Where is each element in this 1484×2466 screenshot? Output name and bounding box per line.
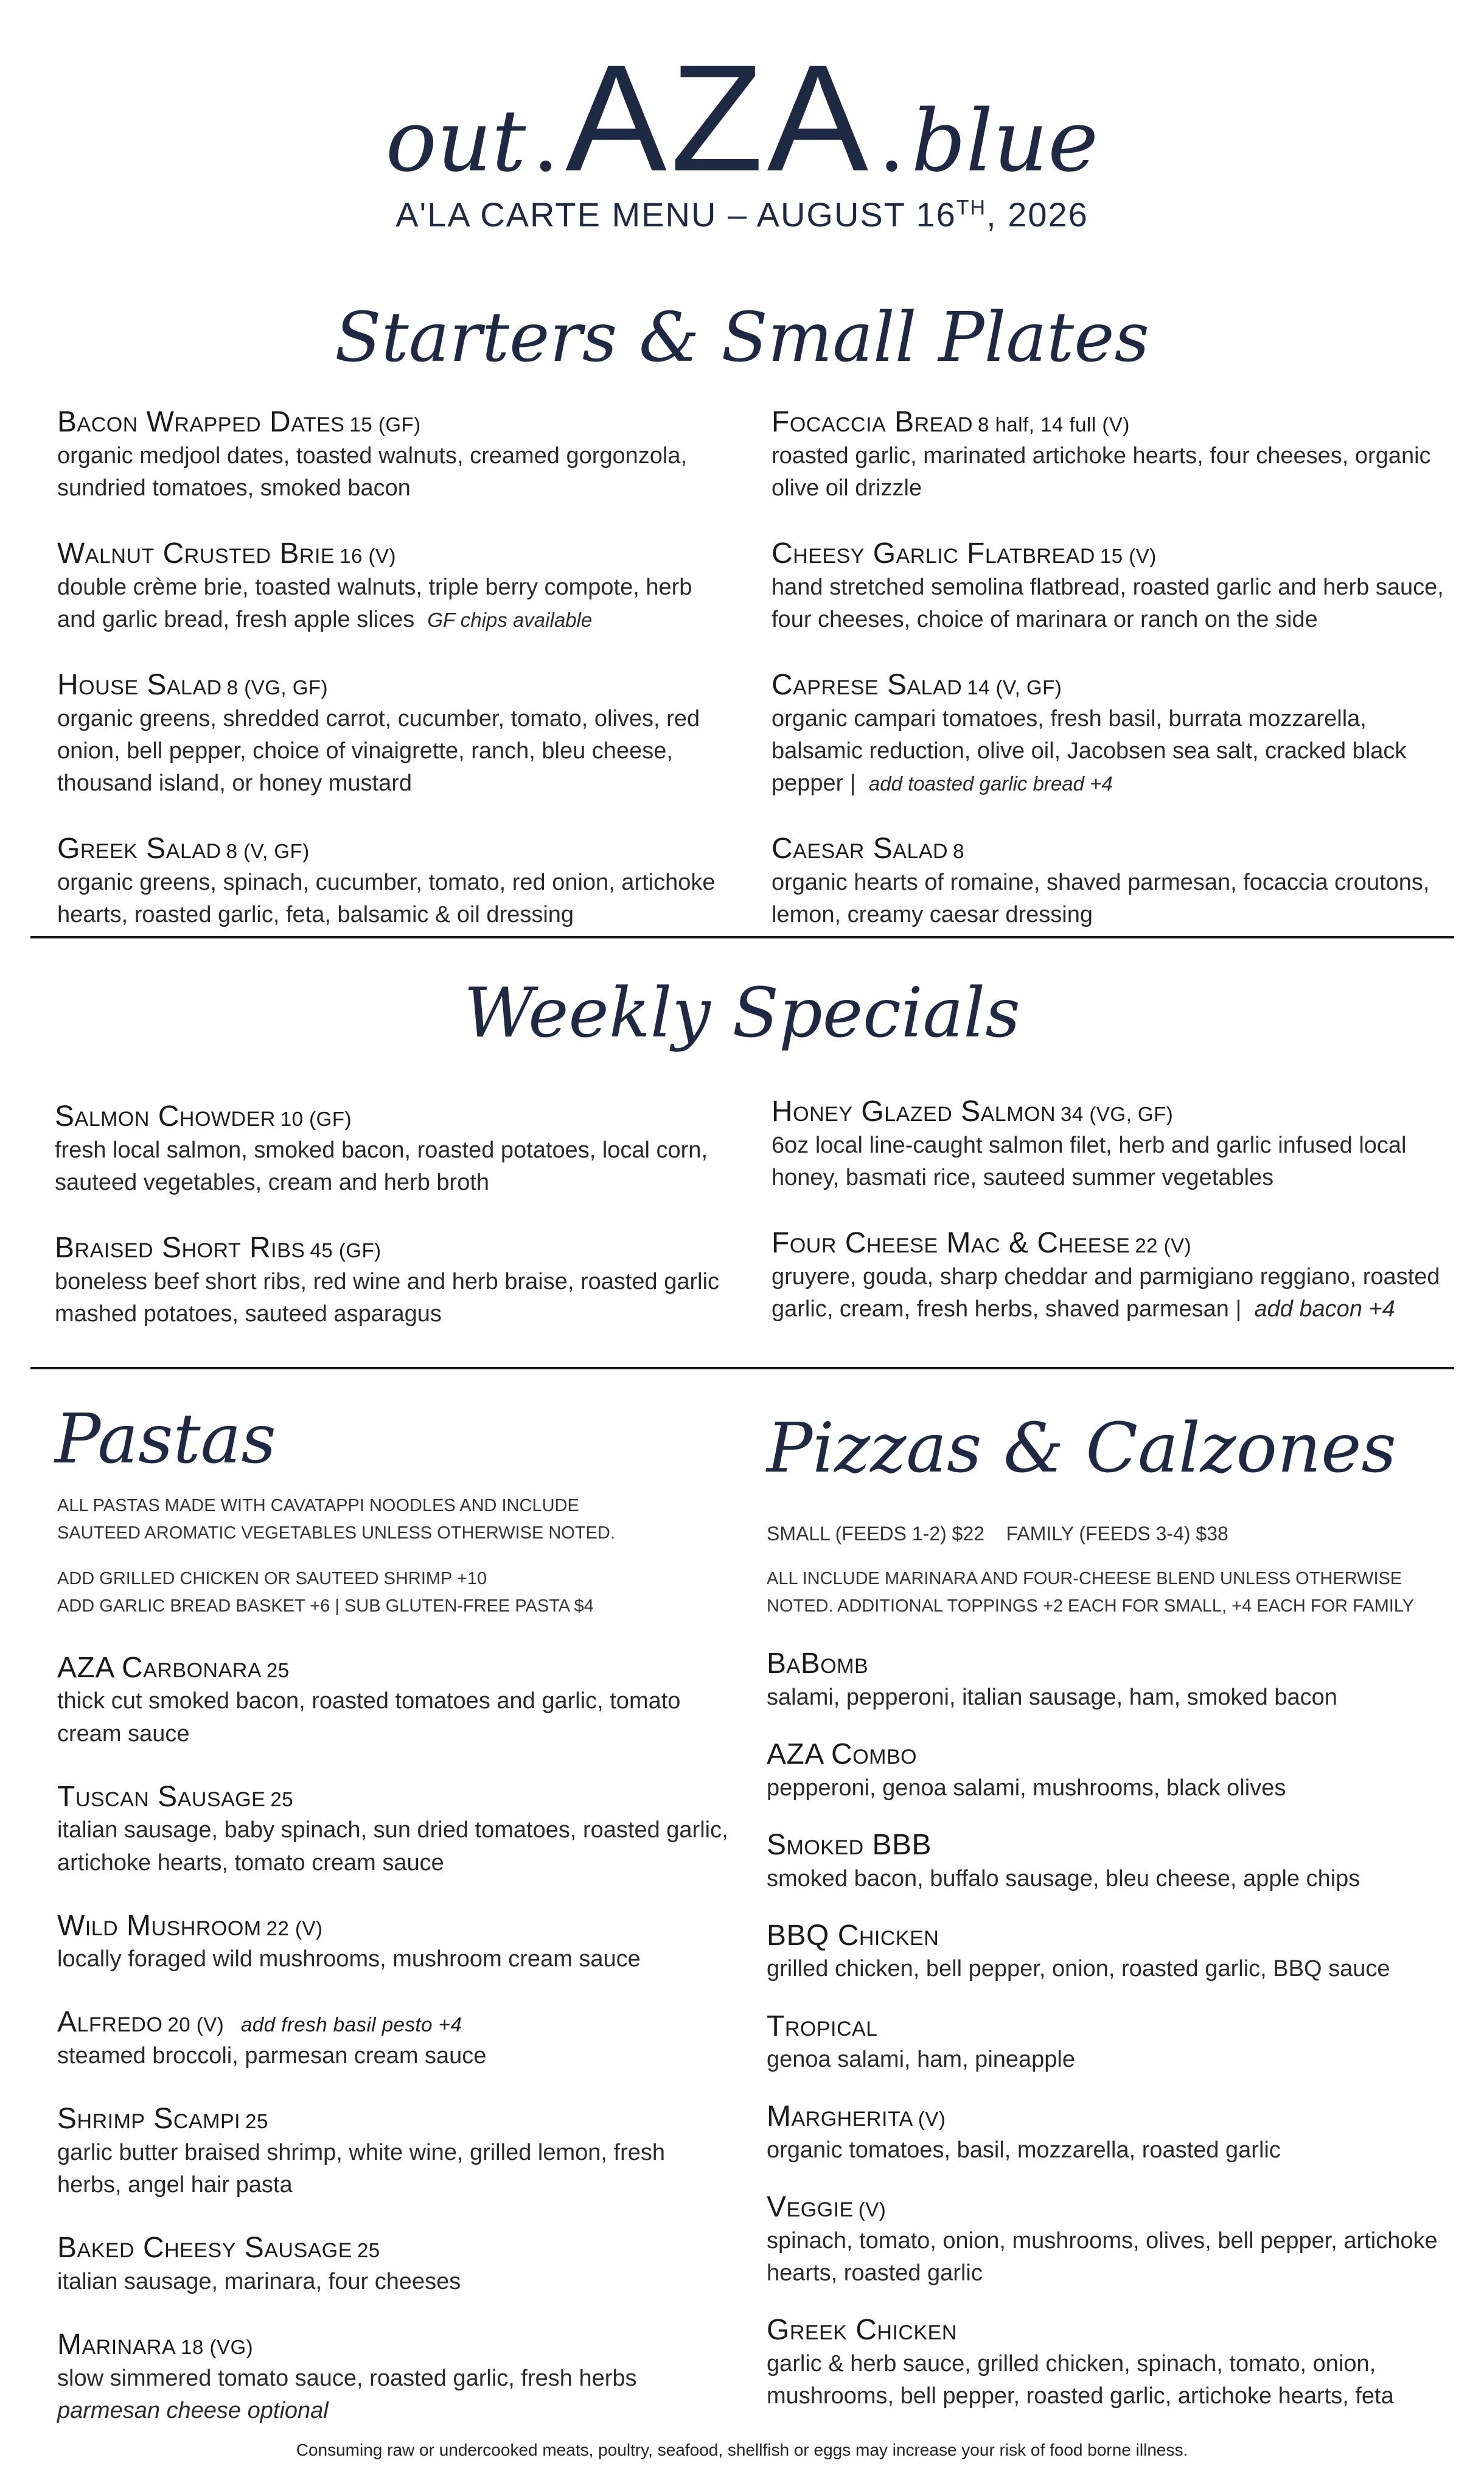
subtitle-main: A'LA CARTE MENU – AUGUST 16: [395, 195, 956, 234]
menu-subtitle: [0, 195, 1484, 234]
menu-item: [57, 405, 733, 505]
item-name: Tropical: [767, 2010, 878, 2042]
starters-title: Starters & Small Plates: [335, 298, 1149, 377]
item-inline-note: add fresh basil pesto +4: [240, 2013, 462, 2036]
item-name: Greek Chicken: [767, 2314, 957, 2347]
item-name: Honey Glazed Salmon: [772, 1095, 1056, 1128]
item-name: Caesar Salad: [772, 833, 949, 865]
item-description: slow simmered tomato sauce, roasted garlic, fresh herbs: [57, 2365, 637, 2391]
menu-item: [772, 668, 1447, 800]
item-name: Braised Short Ribs: [55, 1231, 305, 1264]
item-description: organic tomatoes, basil, mozzarella, roasted garlic: [767, 2137, 1281, 2163]
pasta-addon-line: ADD GRILLED CHICKEN OR SAUTEED SHRIMP +10: [57, 1568, 487, 1588]
item-description: genoa salami, ham, pineapple: [767, 2047, 1076, 2073]
pizza-note-line: NOTED. ADDITIONAL TOPPINGS +2 EACH FOR SMALL, +4 EACH FOR FAMILY: [767, 1596, 1415, 1616]
menu-item: [57, 1650, 733, 1750]
item-name: AZA Combo: [767, 1738, 918, 1771]
item-price: 15 (GF): [349, 413, 421, 436]
item-price: 22 (V): [1135, 1234, 1192, 1257]
menu-item: [767, 2009, 1460, 2077]
item-price: 25: [270, 1787, 294, 1811]
item-description: thick cut smoked bacon, roasted tomatoes and garlic, tomato cream sauce: [57, 1688, 681, 1747]
menu-item: [57, 2101, 733, 2201]
item-price: 22 (V): [266, 1916, 323, 1940]
menu-item: [772, 1226, 1459, 1326]
item-price: 45 (GF): [310, 1238, 381, 1262]
starters-left-column: [57, 405, 733, 963]
subtitle-year: , 2026: [986, 195, 1089, 234]
menu-item: [767, 2099, 1460, 2167]
item-price: 25: [266, 1658, 290, 1682]
item-name: Four Cheese Mac & Cheese: [772, 1226, 1130, 1259]
specials-title: Weekly Specials: [464, 974, 1020, 1053]
pizzas-column: [767, 1519, 1460, 2412]
menu-item: [57, 536, 733, 636]
pasta-note-line: ALL PASTAS MADE WITH CAVATAPPI NOODLES AND INCLUDE: [57, 1496, 579, 1515]
item-price: 10 (GF): [280, 1108, 352, 1130]
item-name: House Salad: [57, 668, 222, 701]
subtitle-ordinal: TH: [956, 196, 987, 220]
item-name: Alfredo: [57, 2006, 163, 2039]
section-divider: [30, 1367, 1454, 1369]
logo-center-word: AZA: [565, 33, 873, 203]
starters-right-column: [772, 405, 1447, 963]
food-safety-disclaimer: Consuming raw or undercooked meats, poultry, seafood, shellfish or eggs may increase your risk of food borne illness.: [296, 2440, 1188, 2459]
menu-item: [772, 405, 1447, 505]
menu-item: [767, 1646, 1460, 1714]
menu-item: [767, 2313, 1460, 2412]
item-name: Focaccia Bread: [772, 406, 974, 438]
pasta-addon-line: ADD GARLIC BREAD BASKET +6 | SUB GLUTEN-FREE PASTA $4: [57, 1596, 594, 1616]
item-name: Cheesy Garlic Flatbread: [772, 537, 1095, 570]
item-description: organic campari tomatoes, fresh basil, burrata mozzarella, balsamic reduction, olive oil, Jacobsen sea salt, cracked black pepper |: [772, 705, 1407, 796]
item-name: BBQ Chicken: [767, 1919, 939, 1952]
menu-item: [772, 831, 1447, 931]
item-name: Marinara: [57, 2328, 176, 2361]
menu-item: [772, 536, 1447, 636]
logo-dot-left: .: [532, 92, 560, 191]
item-description: steamed broccoli, parmesan cream sauce: [57, 2043, 487, 2069]
item-name: Walnut Crusted Brie: [57, 537, 335, 570]
item-name: BaBomb: [767, 1647, 869, 1680]
item-price: (V): [918, 2108, 946, 2131]
item-name: Shrimp Scampi: [57, 2103, 241, 2136]
item-note: parmesan cheese optional: [57, 2397, 329, 2423]
item-description: garlic butter braised shrimp, white wine, grilled lemon, fresh herbs, angel hair pasta: [57, 2139, 665, 2198]
item-description: fresh local salmon, smoked bacon, roasted potatoes, local corn, sauteed vegetables, cream and herb broth: [55, 1137, 708, 1195]
item-description: italian sausage, baby spinach, sun dried tomatoes, roasted garlic, artichoke hearts, tomato cream sauce: [57, 1817, 728, 1876]
menu-item: [57, 1909, 733, 1976]
item-price: 14 (V, GF): [967, 676, 1062, 699]
section-divider: [30, 936, 1454, 938]
item-price: 25: [357, 2239, 380, 2262]
pasta-note-line: SAUTEED AROMATIC VEGETABLES UNLESS OTHERWISE NOTED.: [57, 1523, 615, 1543]
item-description: double crème brie, toasted walnuts, triple berry compote, herb and garlic bread, fresh apple slices: [57, 574, 692, 632]
item-description: organic greens, spinach, cucumber, tomato, red onion, artichoke hearts, roasted garlic, feta, balsamic & oil dressing: [57, 869, 716, 927]
item-description: locally foraged wild mushrooms, mushroom cream sauce: [57, 1946, 641, 1972]
pastas-column: [57, 1492, 733, 2427]
item-description: roasted garlic, marinated artichoke hearts, four cheeses, organic olive oil drizzle: [772, 442, 1431, 501]
menu-item: [57, 2005, 733, 2072]
item-description: gruyere, gouda, sharp cheddar and parmigiano reggiano, roasted garlic, cream, fresh herbs, shaved parmesan |: [772, 1263, 1440, 1322]
item-price: 15 (V): [1099, 544, 1157, 567]
item-description: organic greens, shredded carrot, cucumber, tomato, olives, red onion, bell pepper, choice of vinaigrette, ranch, bleu cheese, thousand island, or honey mustard: [57, 705, 700, 796]
item-name: Salmon Chowder: [55, 1100, 276, 1133]
menu-item: [57, 2327, 733, 2427]
pizza-sizes: SMALL (FEEDS 1-2) $22 FAMILY (FEEDS 3-4) $38: [767, 1523, 1228, 1545]
item-description: salami, pepperoni, italian sausage, ham, smoked bacon: [767, 1685, 1337, 1711]
item-name: Wild Mushroom: [57, 1909, 262, 1942]
menu-item: [57, 668, 733, 800]
menu-item: [767, 1918, 1460, 1986]
item-name: Veggie: [767, 2191, 854, 2224]
specials-left-column: [55, 1099, 730, 1362]
item-description: italian sausage, marinara, four cheeses: [57, 2268, 461, 2294]
item-name: Tuscan Sausage: [57, 1780, 266, 1813]
item-price: 16 (V): [340, 544, 396, 567]
pizzas-title: Pizzas & Calzones: [767, 1409, 1396, 1488]
item-name: AZA Carbonara: [57, 1651, 262, 1684]
item-name: Smoked BBB: [767, 1829, 932, 1862]
item-note: GF chips available: [427, 608, 593, 631]
item-price: 18 (VG): [181, 2336, 254, 2358]
logo-right-word: blue: [911, 92, 1099, 191]
item-name: Bacon Wrapped Dates: [57, 406, 345, 438]
item-price: 20 (V): [167, 2013, 225, 2036]
menu-item: [57, 1780, 733, 1879]
item-description: organic medjool dates, toasted walnuts, creamed gorgonzola, sundried tomatoes, smoked bacon: [57, 442, 688, 501]
menu-item: [767, 1828, 1460, 1895]
logo-left-word: out: [385, 92, 526, 191]
item-description: garlic & herb sauce, grilled chicken, spinach, tomato, onion, mushrooms, bell pepper, roasted garlic, artichoke hearts, feta: [767, 2350, 1394, 2409]
menu-item: [57, 2230, 733, 2298]
item-description: pepperoni, genoa salami, mushrooms, black olives: [767, 1775, 1286, 1801]
item-note: add bacon +4: [1254, 1296, 1395, 1322]
item-price: 25: [245, 2110, 268, 2133]
item-price: 8: [953, 840, 964, 863]
item-price: 8 (VG, GF): [226, 676, 329, 699]
item-description: grilled chicken, bell pepper, onion, roasted garlic, BBQ sauce: [767, 1956, 1390, 1982]
specials-right-column: [772, 1094, 1459, 1357]
menu-item: [767, 1737, 1460, 1804]
menu-item: [772, 1094, 1459, 1194]
item-description: boneless beef short ribs, red wine and herb braise, roasted garlic mashed potatoes, sauteed asparagus: [55, 1268, 720, 1327]
menu-item: [55, 1231, 730, 1330]
menu-item: [57, 831, 733, 931]
item-note: add toasted garlic bread +4: [868, 772, 1113, 795]
menu-item: [55, 1099, 730, 1199]
item-name: Greek Salad: [57, 833, 221, 865]
item-description: spinach, tomato, onion, mushrooms, olives, bell pepper, artichoke hearts, roasted garlic: [767, 2227, 1438, 2286]
item-description: organic hearts of romaine, shaved parmesan, focaccia croutons, lemon, creamy caesar dressing: [772, 869, 1430, 927]
restaurant-logo: [0, 30, 1484, 205]
item-name: Caprese Salad: [772, 668, 963, 701]
item-description: 6oz local line-caught salmon filet, herb and garlic infused local honey, basmati rice, sauteed summer vegetables: [772, 1132, 1407, 1190]
item-price: 8 half, 14 full (V): [978, 413, 1130, 436]
pastas-title: Pastas: [55, 1400, 276, 1479]
item-price: 8 (V, GF): [226, 840, 310, 863]
item-name: Baked Cheesy Sausage: [57, 2232, 352, 2265]
menu-item: [767, 2190, 1460, 2290]
pizza-note-line: ALL INCLUDE MARINARA AND FOUR-CHEESE BLEND UNLESS OTHERWISE: [767, 1568, 1402, 1588]
logo-dot-right: .: [878, 92, 905, 191]
item-price: (V): [858, 2198, 887, 2221]
item-description: smoked bacon, buffalo sausage, bleu cheese, apple chips: [767, 1865, 1360, 1891]
item-description: hand stretched semolina flatbread, roasted garlic and herb sauce, four cheeses, choice of marinara or ranch on the side: [772, 574, 1444, 632]
item-price: 34 (VG, GF): [1061, 1103, 1174, 1125]
item-name: Margherita: [767, 2100, 913, 2133]
